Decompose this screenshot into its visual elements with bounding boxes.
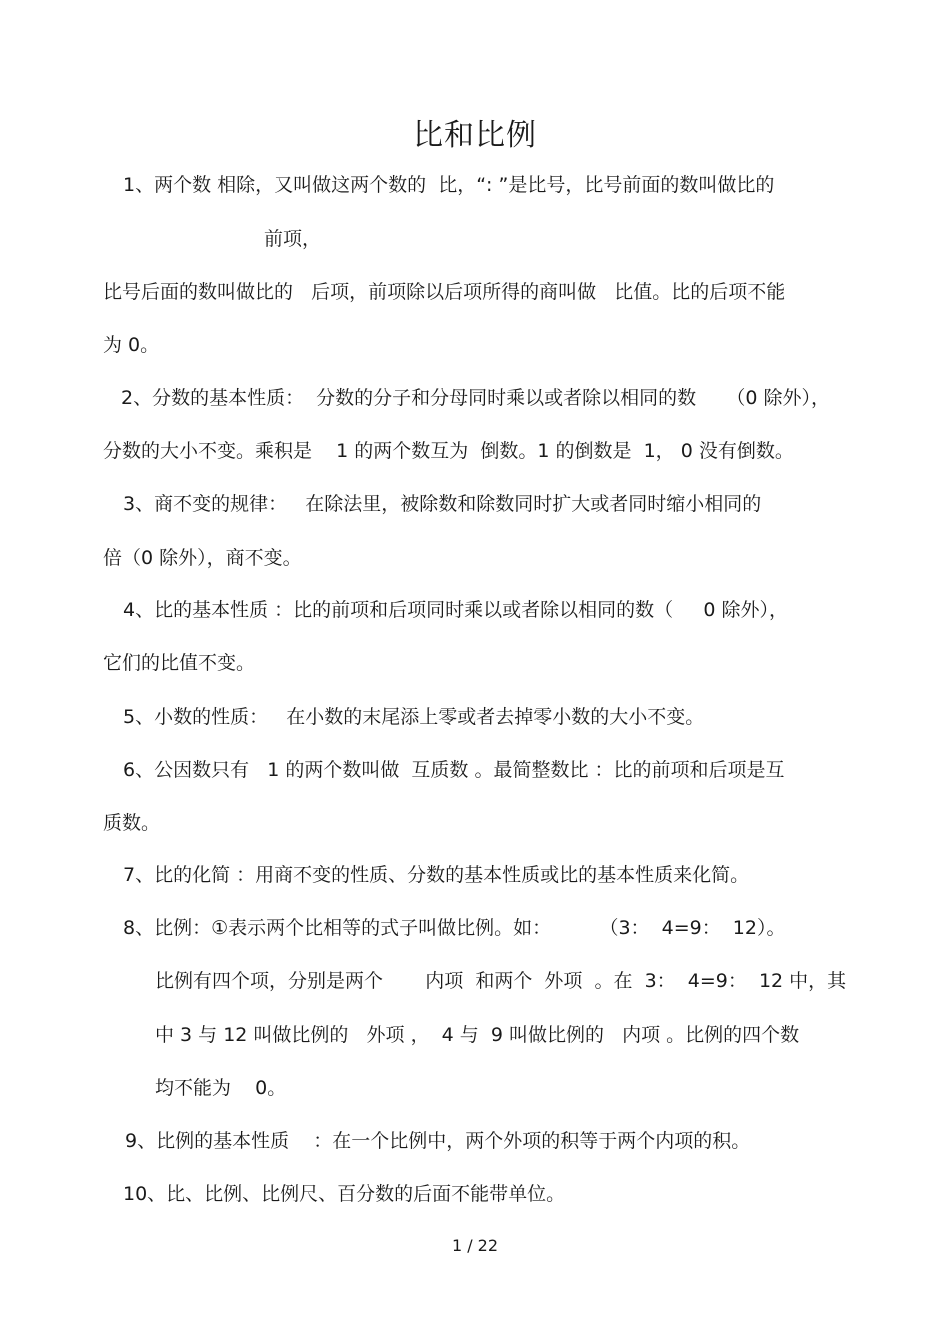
text-line: 7、比的化简 ：用商不变的性质、分数的基本性质或比的基本性质来化简。 (123, 864, 750, 886)
text-line: 为 0。 (103, 334, 160, 356)
text-line: 前项， (264, 228, 322, 250)
text-line: 10、比、比例、比例尺、百分数的后面不能带单位。 (123, 1183, 566, 1205)
text-line: 2、分数的基本性质： 分数的分子和分母同时乘以或者除以相同的数 （0 除外）， (121, 387, 830, 409)
document-title: 比和比例 (413, 118, 537, 153)
text-line: 8、比例：①表示两个比相等的式子叫做比例。如： （3： 4=9： 12）。 (123, 917, 786, 939)
text-line: 中 3 与 12 叫做比例的 外项 ， 4 与 9 叫做比例的 内项 。比例的四个数 (155, 1024, 800, 1046)
text-line: 比号后面的数叫做比的 后项，前项除以后项所得的商叫做 比值。比的后项不能 (103, 281, 786, 303)
text-line: 比例有四个项，分别是两个 内项 和两个 外项 。在 3： 4=9： 12 中，其 (155, 970, 847, 992)
text-line: 4、比的基本性质 ：比的前项和后项同时乘以或者除以相同的数（ 0 除外）， (123, 599, 788, 621)
text-line: 质数。 (103, 812, 161, 834)
text-line: 分数的大小不变。乘积是 1 的两个数互为 倒数。1 的倒数是 1， 0 没有倒数。 (103, 440, 794, 462)
text-line: 1、两个数 相除，又叫做这两个数的 比，“: ”是比号，比号前面的数叫做比的 (123, 174, 775, 196)
page-indicator: 1 / 22 (451, 1236, 499, 1255)
text-line: 倍（0 除外），商不变。 (103, 547, 302, 569)
text-line: 均不能为 0。 (155, 1077, 287, 1099)
text-line: 6、公因数只有 1 的两个数叫做 互质数 。最简整数比 ：比的前项和后项是互 (123, 759, 785, 781)
text-line: 它们的比值不变。 (103, 652, 256, 674)
text-line: 9、比例的基本性质 ：在一个比例中，两个外项的积等于两个内项的积。 (125, 1130, 751, 1152)
text-line: 3、商不变的规律： 在除法里，被除数和除数同时扩大或者同时缩小相同的 (123, 493, 762, 515)
text-line: 5、小数的性质： 在小数的末尾添上零或者去掉零小数的大小不变。 (123, 706, 705, 728)
